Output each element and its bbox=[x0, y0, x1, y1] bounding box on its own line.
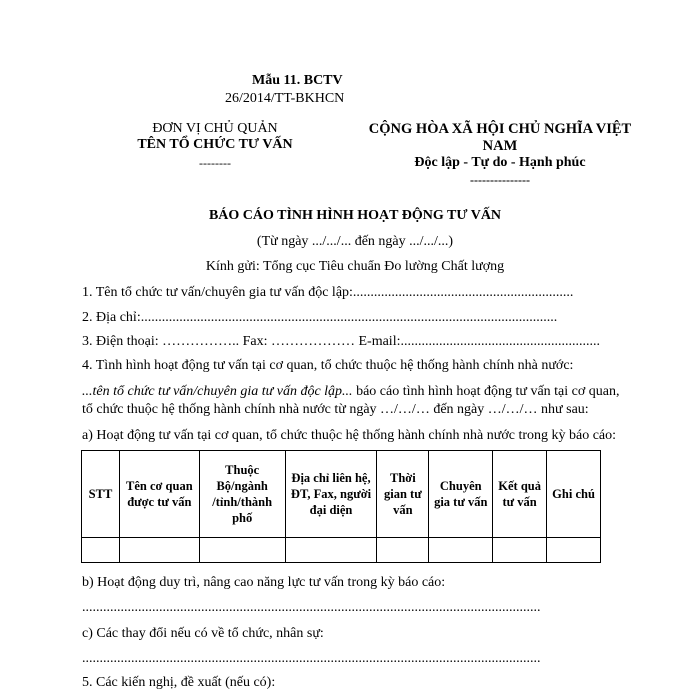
parent-unit-label: ĐƠN VỊ CHỦ QUẢN bbox=[152, 121, 278, 136]
table-cell bbox=[119, 538, 199, 563]
table-cell bbox=[199, 538, 285, 563]
table-cell bbox=[429, 538, 493, 563]
col-header-result: Kết quả tư vấn bbox=[493, 451, 547, 538]
consulting-org-label: TÊN TỔ CHỨC TƯ VẤN bbox=[137, 137, 293, 152]
org-placeholder: ...tên tổ chức tư vấn/chuyên gia tư vấn độc lập... bbox=[82, 384, 353, 399]
right-header bbox=[355, 121, 645, 189]
item-a-activities: a) Hoạt động tư vấn tại cơ quan, tổ chức thuộc hệ thống hành chính nhà nước trong kỳ báo cáo: bbox=[82, 428, 617, 443]
item-1-org-name: 1. Tên tổ chức tư vấn/chuyên gia tư vấn độc lập:............................................................... bbox=[82, 285, 574, 300]
col-header-expert: Chuyên gia tư vấn bbox=[429, 451, 493, 538]
table-cell bbox=[377, 538, 429, 563]
left-header bbox=[120, 121, 310, 173]
report-paragraph-rest: báo cáo tình hình hoạt động tư vấn tại cơ quan, bbox=[352, 384, 620, 399]
report-title: BÁO CÁO TÌNH HÌNH HOẠT ĐỘNG TƯ VẤN bbox=[208, 208, 502, 223]
item-c-changes: c) Các thay đổi nếu có về tổ chức, nhân sự: bbox=[82, 626, 324, 641]
col-header-duration: Thời gian tư vấn bbox=[377, 451, 429, 538]
right-header-rule: --------------- bbox=[470, 173, 530, 187]
activity-table bbox=[81, 450, 601, 563]
table-header-row bbox=[82, 451, 601, 538]
table-cell bbox=[285, 538, 377, 563]
table-cell bbox=[82, 538, 120, 563]
item-4-status: 4. Tình hình hoạt động tư vấn tại cơ quan, tổ chức thuộc hệ thống hành chính nhà nước: bbox=[82, 358, 574, 373]
item-3-contact: 3. Điện thoại: …………….. Fax: ……………… E-mail:......................................................... bbox=[82, 334, 600, 349]
country-name-line1: CỘNG HÒA XÃ HỘI CHỦ NGHĨA VIỆT bbox=[368, 121, 632, 137]
item-b-capacity: b) Hoạt động duy trì, nâng cao năng lực tư vấn trong kỳ báo cáo: bbox=[82, 575, 446, 590]
col-header-ministry: Thuộc Bộ/ngành /tỉnh/thành phố bbox=[199, 451, 285, 538]
item-b-dotted-line: ................................................................................................................................... bbox=[82, 600, 541, 615]
table-cell bbox=[547, 538, 601, 563]
col-header-contact: Địa chỉ liên hệ, ĐT, Fax, người đại diện bbox=[285, 451, 377, 538]
table-cell bbox=[493, 538, 547, 563]
left-header-rule: -------- bbox=[199, 156, 231, 170]
national-motto: Độc lập - Tự do - Hạnh phúc bbox=[414, 155, 586, 170]
country-name-line2: NAM bbox=[482, 138, 518, 154]
report-paragraph-line2: tổ chức thuộc hệ thống hành chính nhà nước từ ngày …/…/… đến ngày …/…/… như sau: bbox=[82, 402, 589, 417]
col-header-note: Ghi chú bbox=[547, 451, 601, 538]
report-period: (Từ ngày .../.../... đến ngày .../.../...) bbox=[256, 234, 454, 249]
recipient: Kính gửi: Tổng cục Tiêu chuẩn Đo lường Chất lượng bbox=[205, 259, 505, 274]
form-circular: 26/2014/TT-BKHCN bbox=[225, 91, 345, 106]
form-code: Mẫu 11. BCTV bbox=[252, 73, 343, 88]
col-header-stt: STT bbox=[82, 451, 120, 538]
table-row bbox=[82, 538, 601, 563]
col-header-agency: Tên cơ quan được tư vấn bbox=[119, 451, 199, 538]
item-2-address: 2. Địa chỉ:....................................................................................................................... bbox=[82, 310, 558, 325]
report-paragraph-line1 bbox=[82, 384, 620, 400]
item-5-proposals: 5. Các kiến nghị, đề xuất (nếu có): bbox=[82, 675, 276, 690]
item-c-dotted-line: ................................................................................................................................... bbox=[82, 651, 541, 666]
